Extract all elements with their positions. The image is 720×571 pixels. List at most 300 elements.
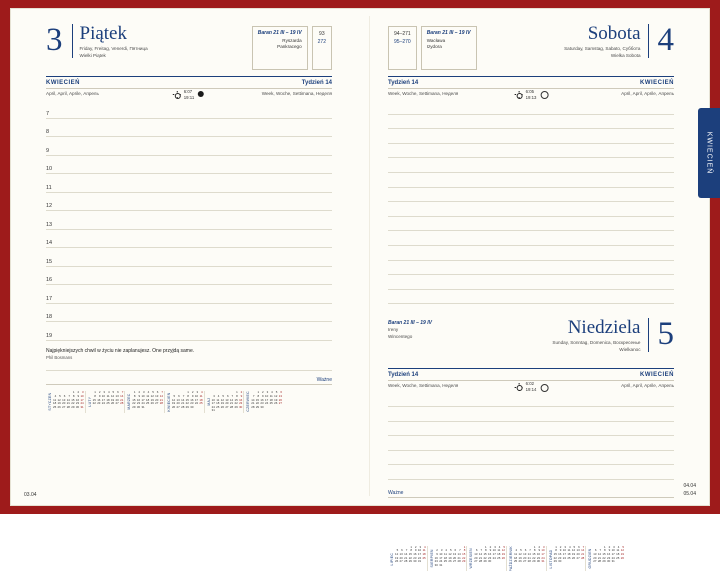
minicalendar-day: 6 bbox=[156, 390, 159, 395]
minicalendar-day: 23 bbox=[488, 555, 492, 560]
saturday-month-translations: April, April, Aprile, Апрель bbox=[621, 91, 674, 96]
minicalendar-day: 18 bbox=[616, 552, 620, 557]
minicalendar-day: 10 bbox=[101, 394, 105, 399]
sunday-subrow bbox=[388, 381, 674, 393]
minicalendar-day: 29 bbox=[185, 404, 189, 409]
saturday-week-translations: Week, Woche, Settimana, Неделя bbox=[388, 91, 459, 96]
minicalendar-day: 17 bbox=[562, 552, 566, 557]
minicalendar-day: 26 bbox=[394, 559, 399, 564]
hour-row[interactable] bbox=[46, 285, 332, 304]
minicalendar[interactable] bbox=[547, 546, 587, 571]
minicalendar-day: 17 bbox=[141, 397, 145, 402]
minicalendar-day: 1 bbox=[236, 390, 238, 395]
sunday-weekbar bbox=[388, 368, 674, 381]
minicalendar-day: 27 bbox=[593, 559, 597, 564]
minicalendar-day: 26 bbox=[448, 559, 452, 564]
minicalendar-day: 2 bbox=[191, 390, 194, 395]
sun-icon bbox=[515, 91, 523, 99]
friday-sun-moon bbox=[173, 89, 205, 101]
note-line[interactable] bbox=[388, 275, 674, 290]
minicalendar-day: 7 bbox=[252, 394, 255, 399]
minicalendar-grid bbox=[394, 546, 426, 571]
minicalendar-day: 26 bbox=[274, 401, 278, 406]
minicalendar-day: 9 bbox=[138, 394, 141, 399]
right-page bbox=[370, 8, 710, 571]
minicalendar-day: 4 bbox=[498, 544, 501, 549]
minicalendar-day: 31 bbox=[417, 559, 422, 564]
minicalendar-day: 22 bbox=[185, 401, 189, 406]
minicalendar-day: 8 bbox=[463, 548, 466, 553]
saturday-note: Wielka Sobota bbox=[610, 52, 641, 58]
friday-quote bbox=[46, 348, 332, 362]
hour-label: 13 bbox=[46, 221, 53, 228]
friday-note: Wielki Piątek bbox=[79, 52, 106, 58]
minicalendar-day: 16 bbox=[488, 552, 492, 557]
minicalendar-day: 2 bbox=[414, 544, 417, 549]
minicalendar-day: 21 bbox=[159, 397, 163, 402]
saturday-subrow bbox=[388, 89, 674, 100]
minicalendar-day: 31 bbox=[439, 562, 443, 567]
minicalendar-day: 21 bbox=[527, 555, 531, 560]
minicalendar-day: 24 bbox=[439, 559, 443, 564]
note-line[interactable] bbox=[388, 261, 674, 276]
minicalendar-day: 2 bbox=[538, 544, 541, 549]
note-line[interactable] bbox=[388, 202, 674, 217]
minicalendar-day: 18 bbox=[422, 552, 426, 557]
minicalendar-month-name: LUTY bbox=[87, 397, 92, 408]
minicalendar-grid bbox=[211, 391, 243, 413]
minicalendar-day: 28 bbox=[251, 404, 255, 409]
minicalendar-day: 14 bbox=[581, 548, 585, 553]
footer-right-date-1: 04.04 bbox=[683, 483, 696, 489]
minicalendar-day: 29 bbox=[255, 404, 260, 409]
minicalendar-day: 8 bbox=[94, 394, 96, 399]
minicalendar-day: 11 bbox=[53, 397, 57, 402]
minicalendar-day: 17 bbox=[417, 552, 422, 557]
note-line[interactable] bbox=[46, 361, 332, 371]
minicalendar-day: 29 bbox=[553, 559, 557, 564]
minicalendar[interactable] bbox=[205, 391, 245, 413]
minicalendar-day: 23 bbox=[97, 401, 101, 406]
minicalendar[interactable] bbox=[125, 391, 165, 413]
minicalendar-day: 14 bbox=[527, 552, 531, 557]
minicalendar-day: 23 bbox=[260, 401, 264, 406]
minicalendar-day: 26 bbox=[220, 404, 224, 409]
minicalendar-day: 10 bbox=[264, 394, 269, 399]
minicalendar-day: 27 bbox=[176, 404, 180, 409]
minicalendar-day: 28 bbox=[181, 404, 185, 409]
note-line[interactable] bbox=[388, 158, 674, 173]
planner-spread bbox=[10, 8, 713, 571]
minicalendars-right bbox=[388, 546, 674, 571]
note-line[interactable] bbox=[388, 100, 674, 115]
minicalendar-day: 26 bbox=[110, 401, 115, 406]
minicalendar-day: 24 bbox=[611, 555, 615, 560]
minicalendar-day: 5 bbox=[520, 548, 522, 553]
minicalendar[interactable] bbox=[86, 391, 126, 413]
minicalendar-month-name: WRZESIEŃ bbox=[469, 548, 474, 569]
minicalendar-grid bbox=[92, 391, 124, 413]
minicalendar-day: 10 bbox=[417, 548, 422, 553]
hour-row[interactable] bbox=[46, 156, 332, 175]
minicalendar-day: 25 bbox=[146, 401, 150, 406]
minicalendar-day: 18 bbox=[106, 397, 110, 402]
minicalendar[interactable] bbox=[165, 391, 205, 413]
note-line[interactable] bbox=[388, 451, 674, 466]
note-line[interactable] bbox=[388, 422, 674, 437]
minicalendar-day: 27 bbox=[278, 401, 282, 406]
note-line[interactable] bbox=[388, 144, 674, 159]
sun-icon bbox=[515, 383, 523, 391]
minicalendar-day: 22 bbox=[71, 401, 75, 406]
minicalendar-day: 28 bbox=[581, 555, 585, 560]
minicalendar-day: 21 bbox=[120, 397, 124, 402]
minicalendar-day: 20 bbox=[452, 555, 457, 560]
minicalendar-day: 13 bbox=[278, 394, 282, 399]
minicalendar-day: 3 bbox=[419, 544, 422, 549]
minicalendar-day: 14 bbox=[66, 397, 70, 402]
minicalendar-day: 29 bbox=[234, 404, 238, 409]
footer-left-date: 03.04 bbox=[24, 492, 37, 498]
hour-label: 9 bbox=[46, 147, 50, 154]
footer-right-date-2: 05.04 bbox=[683, 490, 696, 497]
minicalendar-day: 10 bbox=[194, 394, 199, 399]
minicalendar-day: 6 bbox=[594, 548, 597, 553]
friday-quote-author: Phil Bosmans bbox=[46, 355, 73, 360]
minicalendar-day: 11 bbox=[497, 548, 501, 553]
minicalendar-day: 6 bbox=[280, 390, 282, 395]
minicalendar-day: 16 bbox=[536, 552, 541, 557]
minicalendar-day: 27 bbox=[115, 401, 119, 406]
minicalendar-day: 30 bbox=[434, 562, 438, 567]
minicalendar-day: 1 bbox=[410, 544, 412, 549]
hour-row[interactable] bbox=[46, 304, 332, 323]
hour-row[interactable] bbox=[46, 174, 332, 193]
minicalendar-day: 8 bbox=[133, 394, 136, 399]
minicalendar-day: 2 bbox=[77, 390, 80, 395]
minicalendar-day: 15 bbox=[234, 397, 238, 402]
friday-header bbox=[46, 24, 332, 70]
minicalendar-day: 15 bbox=[92, 397, 96, 402]
minicalendar-day: 17 bbox=[211, 401, 215, 406]
hour-label: 15 bbox=[46, 258, 53, 265]
minicalendar-day: 27 bbox=[399, 559, 403, 564]
minicalendar-day: 9 bbox=[414, 548, 417, 553]
saturday-daycount: 94–271 95–270 bbox=[388, 26, 417, 70]
minicalendar-day: 19 bbox=[150, 397, 154, 402]
minicalendar-day: 23 bbox=[413, 555, 417, 560]
sunday-month-translations: April, April, Aprile, Апрель bbox=[621, 383, 674, 389]
minicalendar-day: 21 bbox=[229, 401, 234, 406]
minicalendar-day: 26 bbox=[150, 401, 154, 406]
header-divider bbox=[72, 24, 73, 58]
minicalendar-day: 18 bbox=[497, 552, 501, 557]
hour-label: 8 bbox=[46, 129, 50, 135]
note-line[interactable] bbox=[388, 465, 674, 480]
note-line[interactable] bbox=[388, 436, 674, 451]
minicalendar-day: 23 bbox=[75, 401, 80, 406]
hour-row[interactable] bbox=[46, 267, 332, 286]
minicalendar-day: 6 bbox=[117, 390, 119, 395]
minicalendar-day: 29 bbox=[71, 404, 75, 409]
minicalendar-day: 8 bbox=[72, 394, 75, 399]
minicalendar-day: 27 bbox=[452, 559, 457, 564]
minicalendar-day: 4 bbox=[424, 544, 426, 549]
saturday-header bbox=[388, 24, 674, 70]
minicalendar-day: 12 bbox=[501, 548, 505, 553]
minicalendar-day: 17 bbox=[541, 552, 545, 557]
minicalendar-day: 3 bbox=[196, 390, 199, 395]
minicalendar-day: 20 bbox=[474, 555, 478, 560]
minicalendar-grid bbox=[52, 391, 84, 413]
minicalendar-day: 11 bbox=[106, 394, 110, 399]
minicalendar-day: 23 bbox=[606, 555, 611, 560]
hour-row[interactable] bbox=[46, 193, 332, 212]
minicalendar-day: 2 bbox=[138, 390, 141, 395]
minicalendar-month-name: MARZEC bbox=[127, 394, 132, 411]
hour-row[interactable] bbox=[46, 230, 332, 249]
hour-label: 12 bbox=[46, 203, 53, 209]
minicalendar[interactable] bbox=[46, 391, 86, 413]
hour-label: 19 bbox=[46, 332, 53, 339]
friday-sunrise: 6:07 bbox=[183, 89, 193, 94]
minicalendar-day: 25 bbox=[443, 559, 447, 564]
minicalendar-day: 18 bbox=[567, 552, 571, 557]
minicalendar-day: 5 bbox=[449, 548, 452, 553]
minicalendar-day: 28 bbox=[66, 404, 70, 409]
minicalendar-day: 13 bbox=[593, 552, 597, 557]
minicalendar-day: 26 bbox=[57, 404, 61, 409]
minicalendar-day: 19 bbox=[220, 401, 224, 406]
minicalendar[interactable] bbox=[586, 546, 625, 571]
minicalendar-day: 16 bbox=[136, 397, 141, 402]
minicalendar-day: 12 bbox=[448, 552, 452, 557]
minicalendar-day: 12 bbox=[518, 552, 522, 557]
minicalendar-day: 22 bbox=[408, 555, 412, 560]
friday-zodiac-sign: Baran 21 III – 19 IV bbox=[257, 30, 302, 36]
minicalendar-day: 8 bbox=[410, 548, 412, 553]
minicalendar-month-name: LIPIEC bbox=[390, 552, 394, 565]
note-line[interactable] bbox=[388, 217, 674, 232]
minicalendar-day: 20 bbox=[62, 401, 66, 406]
minicalendar-day: 12 bbox=[571, 548, 576, 553]
moon-icon bbox=[539, 383, 547, 391]
sunday-important-label: Ważne bbox=[388, 489, 404, 496]
minicalendar-grid bbox=[171, 391, 203, 413]
minicalendar-day: 27 bbox=[62, 404, 66, 409]
saturday-day-number: 4 bbox=[657, 22, 674, 58]
hour-row[interactable] bbox=[46, 100, 332, 119]
note-line[interactable] bbox=[388, 392, 674, 407]
saturday-note-lines bbox=[388, 100, 674, 304]
friday-important-row[interactable] bbox=[46, 371, 332, 385]
friday-sunset: 19:11 bbox=[183, 94, 195, 100]
minicalendar-day: 8 bbox=[533, 548, 536, 553]
note-line[interactable] bbox=[388, 407, 674, 422]
header-divider bbox=[648, 24, 649, 58]
minicalendar-day: 22 bbox=[132, 401, 136, 406]
minicalendar-day: 11 bbox=[146, 394, 150, 399]
note-line[interactable] bbox=[388, 290, 674, 305]
minicalendar-day: 19 bbox=[518, 555, 522, 560]
minicalendar-day: 31 bbox=[211, 408, 215, 413]
minicalendar-day: 1 bbox=[187, 390, 189, 395]
header-divider bbox=[648, 318, 649, 352]
hour-label: 7 bbox=[46, 110, 50, 117]
minicalendar-day: 24 bbox=[101, 401, 105, 406]
minicalendar-day: 5 bbox=[152, 390, 154, 395]
saturday-month-label: KWIECIEŃ bbox=[640, 80, 674, 86]
minicalendar-day: 23 bbox=[536, 555, 541, 560]
minicalendar-day: 20 bbox=[576, 552, 580, 557]
minicalendar-day: 22 bbox=[602, 555, 606, 560]
saturday-nameday-2: Izydora bbox=[426, 44, 442, 50]
minicalendar-day: 20 bbox=[278, 397, 282, 402]
minicalendar-day: 22 bbox=[255, 401, 260, 406]
minicalendar[interactable] bbox=[507, 546, 547, 571]
minicalendar-day: 28 bbox=[457, 559, 461, 564]
minicalendars-left bbox=[46, 391, 332, 413]
minicalendar-grid bbox=[592, 546, 624, 571]
sun-icon bbox=[173, 91, 181, 99]
minicalendar-day: 5 bbox=[222, 394, 224, 399]
minicalendar-day: 19 bbox=[571, 552, 576, 557]
minicalendar-day: 1 bbox=[604, 544, 606, 549]
hour-row[interactable] bbox=[46, 119, 332, 138]
minicalendar-day: 9 bbox=[489, 548, 492, 553]
saturday-translations: Saturday, Samstag, Sabato, Суббота bbox=[564, 46, 641, 51]
minicalendar-day: 3 bbox=[440, 548, 443, 553]
minicalendar-day: 22 bbox=[532, 555, 536, 560]
minicalendar-day: 18 bbox=[199, 397, 203, 402]
minicalendar-day: 21 bbox=[478, 555, 483, 560]
minicalendar-day: 11 bbox=[514, 552, 518, 557]
minicalendar-day: 18 bbox=[146, 397, 150, 402]
note-line[interactable] bbox=[388, 115, 674, 130]
minicalendar-day: 30 bbox=[190, 404, 194, 409]
friday-day-number: 3 bbox=[46, 22, 63, 58]
minicalendar-day: 14 bbox=[478, 552, 483, 557]
minicalendar-day: 7 bbox=[529, 548, 531, 553]
minicalendar-day: 22 bbox=[553, 555, 557, 560]
minicalendar-day: 5 bbox=[112, 390, 115, 395]
note-line[interactable] bbox=[388, 188, 674, 203]
minicalendar-day: 5 bbox=[396, 548, 399, 553]
minicalendar-day: 24 bbox=[80, 401, 84, 406]
minicalendar-day: 12 bbox=[150, 394, 154, 399]
hour-label: 17 bbox=[46, 295, 53, 302]
sunday-important-row[interactable] bbox=[388, 484, 674, 498]
minicalendar-day: 16 bbox=[239, 397, 243, 402]
minicalendar-grid bbox=[553, 546, 585, 571]
minicalendar-day: 13 bbox=[62, 397, 66, 402]
minicalendar[interactable] bbox=[388, 546, 428, 571]
minicalendar-day: 8 bbox=[187, 394, 189, 399]
hour-label: 14 bbox=[46, 240, 53, 246]
hour-row[interactable] bbox=[46, 137, 332, 156]
minicalendar-day: 29 bbox=[132, 404, 136, 409]
hour-row[interactable] bbox=[46, 211, 332, 230]
minicalendar-month-name: SIERPIEŃ bbox=[429, 549, 434, 568]
minicalendar-day: 16 bbox=[434, 555, 438, 560]
minicalendar-day: 11 bbox=[443, 552, 447, 557]
minicalendar-day: 17 bbox=[80, 397, 84, 402]
minicalendar-day: 3 bbox=[613, 544, 615, 549]
minicalendar-day: 29 bbox=[602, 559, 606, 564]
note-line[interactable] bbox=[388, 173, 674, 188]
minicalendar-day: 28 bbox=[159, 401, 163, 406]
minicalendar-day: 6 bbox=[578, 544, 580, 549]
friday-week-translations: Week, Woche, Settimana, Неделя bbox=[261, 91, 332, 96]
minicalendar-day: 29 bbox=[462, 559, 466, 564]
minicalendar-day: 28 bbox=[597, 559, 602, 564]
minicalendar[interactable] bbox=[467, 546, 507, 571]
minicalendar-day: 2 bbox=[559, 544, 562, 549]
sunday-day-name: Niedziela bbox=[567, 317, 641, 339]
minicalendar-day: 12 bbox=[171, 397, 176, 402]
minicalendar-day: 20 bbox=[593, 555, 597, 560]
sunday-month-label: KWIECIEŃ bbox=[640, 372, 674, 379]
hour-row[interactable] bbox=[46, 248, 332, 267]
note-line[interactable] bbox=[388, 129, 674, 144]
minicalendar-day: 7 bbox=[599, 548, 602, 553]
note-line[interactable] bbox=[388, 246, 674, 261]
minicalendar-day: 5 bbox=[173, 394, 176, 399]
minicalendar-day: 21 bbox=[251, 401, 255, 406]
saturday-daycount-top2: 271 bbox=[402, 31, 411, 37]
hour-label: 18 bbox=[46, 314, 53, 320]
minicalendar-day: 8 bbox=[257, 394, 260, 399]
minicalendar-day: 12 bbox=[220, 397, 224, 402]
minicalendar-day: 4 bbox=[217, 394, 220, 399]
minicalendar-day: 17 bbox=[492, 552, 496, 557]
minicalendar-day: 14 bbox=[597, 552, 602, 557]
minicalendar-day: 12 bbox=[620, 548, 624, 553]
minicalendar-day: 2 bbox=[608, 544, 611, 549]
minicalendar-day: 22 bbox=[92, 401, 96, 406]
minicalendar-day: 8 bbox=[604, 548, 606, 553]
minicalendar-day: 15 bbox=[483, 552, 487, 557]
hour-label: 10 bbox=[46, 166, 53, 172]
minicalendar-day: 20 bbox=[225, 401, 229, 406]
minicalendar-day: 12 bbox=[274, 394, 278, 399]
sunday-zodiac-sign: Baran 21 III – 19 IV bbox=[388, 320, 432, 327]
minicalendar-day: 24 bbox=[211, 404, 215, 409]
sunday-zodiac-namedays bbox=[388, 320, 432, 364]
saturday-sunset: 19:13 bbox=[525, 94, 537, 100]
minicalendar[interactable] bbox=[428, 546, 468, 571]
minicalendar-day: 25 bbox=[616, 555, 620, 560]
hour-label: 16 bbox=[46, 277, 53, 283]
minicalendar-day: 14 bbox=[120, 394, 124, 399]
minicalendar-day: 28 bbox=[229, 404, 234, 409]
minicalendar-day: 6 bbox=[454, 548, 457, 553]
minicalendar-day: 30 bbox=[558, 559, 562, 564]
minicalendar-day: 25 bbox=[106, 401, 110, 406]
minicalendar-day: 6 bbox=[178, 394, 180, 399]
minicalendar-day: 10 bbox=[541, 548, 545, 553]
minicalendar-day: 7 bbox=[405, 548, 408, 553]
sunday-sunset: 19:14 bbox=[525, 387, 537, 393]
note-line[interactable] bbox=[388, 231, 674, 246]
minicalendar[interactable] bbox=[244, 391, 283, 413]
minicalendar-day: 24 bbox=[417, 555, 422, 560]
friday-week-label: Tydzień 14 bbox=[301, 80, 332, 86]
hour-row[interactable] bbox=[46, 322, 332, 341]
minicalendar-day: 6 bbox=[401, 548, 403, 553]
minicalendar-day: 15 bbox=[132, 397, 136, 402]
minicalendar-day: 5 bbox=[503, 544, 505, 549]
